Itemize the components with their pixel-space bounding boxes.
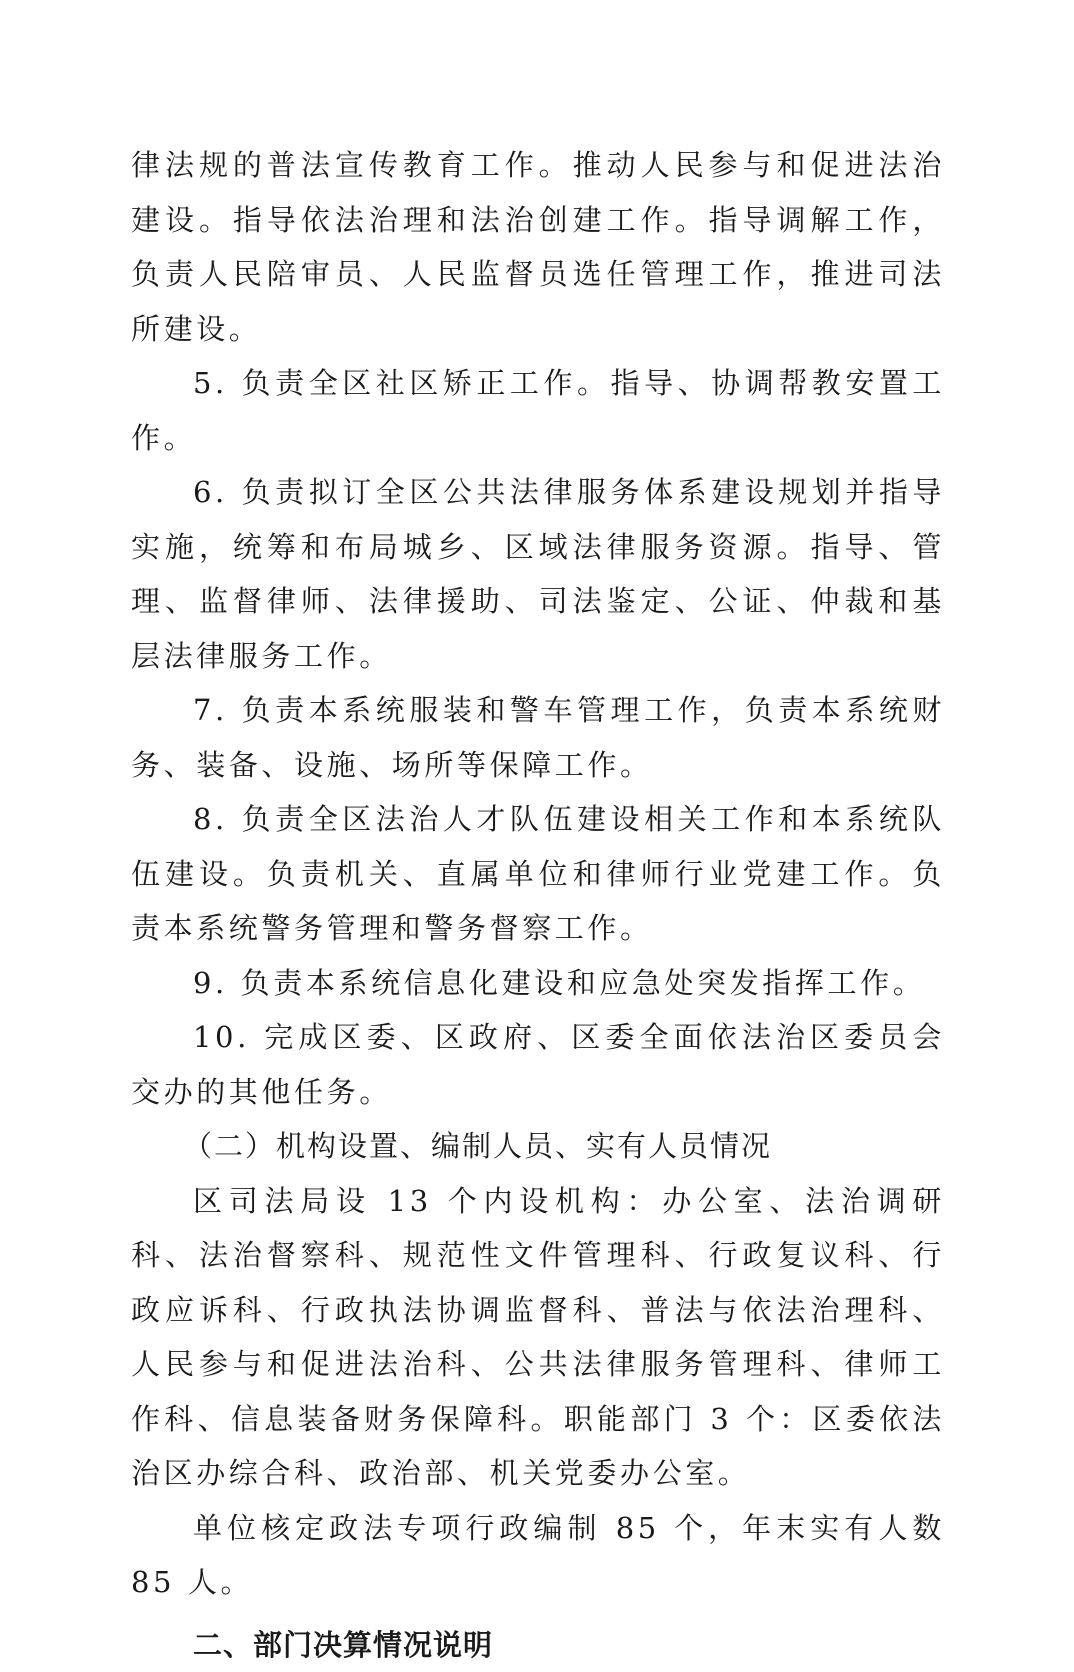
document-body xyxy=(131,138,945,1672)
paragraph-item-6: 6. 负责拟订全区公共法律服务体系建设规划并指导实施，统筹和布局城乡、区域法律服务资源。指导、管理、监督律师、法律援助、司法鉴定、公证、仲裁和基层法律服务工作。 xyxy=(131,465,945,683)
paragraph-item-10: 10. 完成区委、区政府、区委全面依法治区委员会交办的其他任务。 xyxy=(131,1010,945,1119)
paragraph-staffing: 单位核定政法专项行政编制 85 个，年末实有人数 85 人。 xyxy=(131,1501,945,1610)
paragraph-organization: 区司法局设 13 个内设机构：办公室、法治调研科、法治督察科、规范性文件管理科、行政复议科、行政应诉科、行政执法协调监督科、普法与依法治理科、人民参与和促进法治科、公共法律服务管理科、律师工作科、信息装备财务保障科。职能部门 3 个：区委依法治区办综合科、政治部、机关党委办公室。 xyxy=(131,1174,945,1501)
paragraph-continuation: 律法规的普法宣传教育工作。推动人民参与和促进法治建设。指导依法治理和法治创建工作。指导调解工作，负责人民陪审员、人民监督员选任管理工作，推进司法所建设。 xyxy=(131,138,945,356)
section-heading: 二、部门决算情况说明 xyxy=(131,1618,945,1672)
paragraph-item-7: 7. 负责本系统服装和警车管理工作，负责本系统财务、装备、设施、场所等保障工作。 xyxy=(131,683,945,792)
paragraph-item-5: 5. 负责全区社区矫正工作。指导、协调帮教安置工作。 xyxy=(131,356,945,465)
section-subheading: （二）机构设置、编制人员、实有人员情况 xyxy=(131,1119,945,1174)
paragraph-item-9: 9. 负责本系统信息化建设和应急处突发指挥工作。 xyxy=(131,956,945,1011)
paragraph-item-8: 8. 负责全区法治人才队伍建设相关工作和本系统队伍建设。负责机关、直属单位和律师行业党建工作。负责本系统警务管理和警务督察工作。 xyxy=(131,792,945,956)
